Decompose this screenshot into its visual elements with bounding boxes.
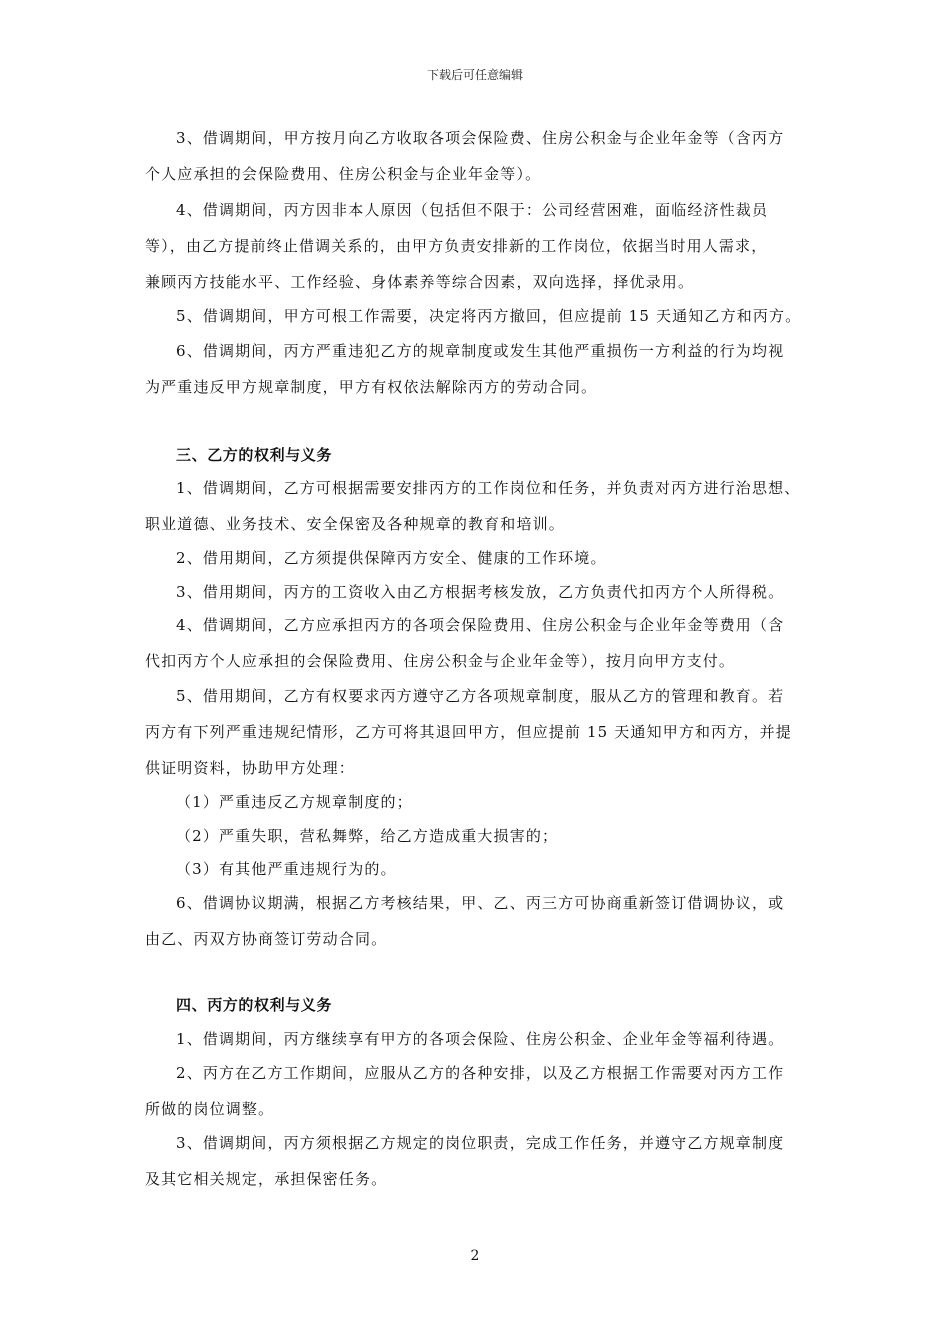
section-heading: 四、丙方的权利与义务 [176,996,333,1014]
paragraph-line: 5、借调期间，甲方可根工作需要，决定将丙方撤回，但应提前 15 天通知乙方和丙方。 [176,307,802,325]
paragraph-line: 个人应承担的会保险费用、住房公积金与企业年金等）。 [145,165,542,183]
page-header: 下载后可任意编辑 [426,68,523,82]
paragraph-line: 2、借用期间，乙方须提供保障丙方安全、健康的工作环境。 [176,549,607,567]
section-heading: 三、乙方的权利与义务 [176,446,333,464]
list-item: （3）有其他严重违规行为的。 [176,860,397,878]
paragraph-line: 代扣丙方个人应承担的会保险费用、住房公积金与企业年金等），按月向甲方支付。 [145,652,736,670]
paragraph-line: 等），由乙方提前终止借调关系的，由甲方负责安排新的工作岗位，依据当时用人需求， [145,237,768,255]
paragraph-line: 职业道德、业务技术、安全保密及各种规章的教育和培训。 [145,515,565,533]
paragraph-line: 2、丙方在乙方工作期间，应服从乙方的各种安排，以及乙方根据工作需要对丙方工作 [176,1064,785,1082]
paragraph-line: 5、借用期间，乙方有权要求丙方遵守乙方各项规章制度，服从乙方的管理和教育。若 [176,687,785,705]
paragraph-line: 6、借调协议期满，根据乙方考核结果，甲、乙、丙三方可协商重新签订借调协议，或 [176,894,785,912]
paragraph-line: 3、借用期间，丙方的工资收入由乙方根据考核发放，乙方负责代扣丙方个人所得税。 [176,583,785,601]
paragraph-line: 为严重违反甲方规章制度，甲方有权依法解除丙方的劳动合同。 [145,378,598,396]
paragraph-line: 1、借调期间，乙方可根据需要安排丙方的工作岗位和任务，并负责对丙方进行治思想、 [176,479,801,497]
paragraph-line: 4、借调期间，乙方应承担丙方的各项会保险费用、住房公积金与企业年金等费用（含 [176,616,785,634]
page-number: 2 [470,1248,480,1264]
paragraph-line: 3、借调期间，丙方须根据乙方规定的岗位职责，完成工作任务，并遵守乙方规章制度 [176,1134,785,1152]
list-item: （2）严重失职，营私舞弊，给乙方造成重大损害的； [176,827,559,845]
paragraph-line: 4、借调期间，丙方因非本人原因（包括但不限于：公司经营困难，面临经济性裁员 [176,201,769,219]
paragraph-line: 由乙、丙双方协商签订劳动合同。 [145,930,388,948]
paragraph-line: 所做的岗位调整。 [145,1100,275,1118]
paragraph-line: 6、借调期间，丙方严重违犯乙方的规章制度或发生其他严重损伤一方利益的行为均视 [176,342,785,360]
list-item: （1）严重违反乙方规章制度的； [176,793,413,811]
paragraph-line: 丙方有下列严重违规纪情形，乙方可将其退回甲方，但应提前 15 天通知甲方和丙方，并提 [145,723,792,741]
paragraph-line: 1、借调期间，丙方继续享有甲方的各项会保险、住房公积金、企业年金等福利待遇。 [176,1030,785,1048]
paragraph-line: 及其它相关规定，承担保密任务。 [145,1170,388,1188]
paragraph-line: 供证明资料，协助甲方处理： [145,759,355,777]
paragraph-line: 3、借调期间，甲方按月向乙方收取各项会保险费、住房公积金与企业年金等（含丙方 [176,129,785,147]
paragraph-line: 兼顾丙方技能水平、工作经验、身体素养等综合因素，双向选择，择优录用。 [145,273,695,291]
